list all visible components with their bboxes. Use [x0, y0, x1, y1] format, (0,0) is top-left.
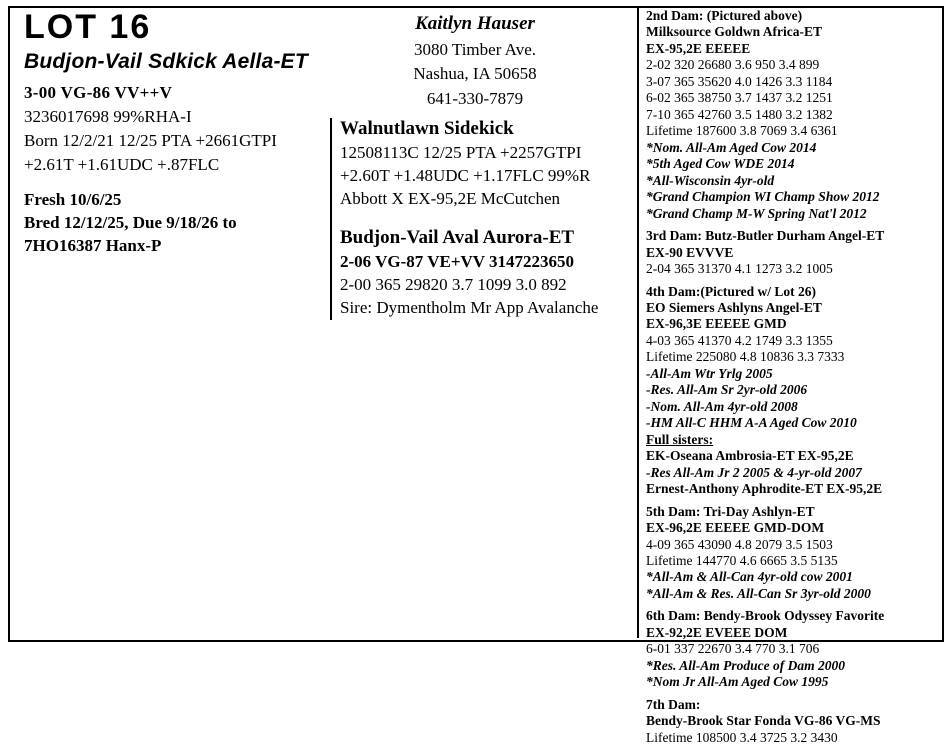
breeder-info	[330, 10, 620, 111]
fresh-date: Fresh 10/6/25	[24, 189, 122, 209]
type-indexes: +2.61T +1.61UDC +.87FLC	[24, 154, 220, 174]
registration-number: 3236017698 99%RHA-I	[24, 106, 192, 126]
dam-production-record: 2-00 365 29820 3.7 1099 3.0 892	[340, 274, 567, 294]
pedigree-line: EX-96,3E EEEEE GMD	[646, 316, 787, 332]
pedigree-line: EX-96,2E EEEEE GMD-DOM	[646, 520, 825, 536]
animal-name: Budjon-Vail Sdkick Aella-ET	[24, 49, 308, 73]
dam-sire: Sire: Dymentholm Mr App Avalanche	[340, 297, 599, 317]
breeder-city-state-zip: Nashua, IA 50658	[413, 64, 537, 84]
pedigree-line: 7th Dam:	[646, 696, 701, 712]
breeder-column	[330, 10, 620, 111]
pedigree-line: Milksource Goldwn Africa-ET	[646, 24, 823, 40]
bred-sire: 7HO16387 Hanx-P	[24, 235, 162, 255]
animal-classification: 3-00 VG-86 VV++V	[24, 82, 173, 102]
pedigree-line: *Grand Champion WI Champ Show 2012	[646, 189, 880, 205]
pedigree-line: EX-92,2E EVEEE DOM	[646, 624, 788, 640]
pedigree-line: *Nom Jr All-Am Aged Cow 1995	[646, 674, 829, 690]
pedigree-line: Lifetime 225080 4.8 10836 3.3 7333	[646, 349, 845, 365]
pedigree-line: Lifetime 187600 3.8 7069 3.4 6361	[646, 123, 838, 139]
pedigree-line: Bendy-Brook Star Fonda VG-86 VG-MS	[646, 713, 881, 729]
pedigree-line: 2nd Dam: (Pictured above)	[646, 8, 803, 23]
pedigree-line: -Res All-Am Jr 2 2005 & 4-yr-old 2007	[646, 464, 862, 480]
pedigree-line: *All-Wisconsin 4yr-old	[646, 172, 775, 188]
pedigree-line: -Nom. All-Am 4yr-old 2008	[646, 398, 798, 414]
breeder-address: 3080 Timber Ave.	[413, 39, 536, 59]
pedigree-line: EX-90 EVVVE	[646, 244, 734, 260]
breeding-status-block	[24, 189, 324, 258]
dam-classification: 2-06 VG-87 VE+VV 3147223650	[340, 251, 575, 271]
pedigree-line: -Res. All-Am Sr 2yr-old 2006	[646, 382, 808, 398]
pedigree-line: Lifetime 144770 4.6 6665 3.5 5135	[646, 553, 838, 568]
pedigree-line: 6-02 365 38750 3.7 1437 3.2 1251	[646, 90, 833, 106]
sire-index-line: +2.60T +1.48UDC +1.17FLC 99%R	[340, 165, 591, 185]
pedigree-line: 2-04 365 31370 4.1 1273 3.2 1005	[646, 261, 833, 277]
pedigree-line: EK-Oseana Ambrosia-ET EX-95,2E	[646, 448, 854, 464]
bred-date: Bred 12/12/25, Due 9/18/26 to	[24, 212, 237, 232]
pedigree-line: 3-07 365 35620 4.0 1426 3.3 1184	[646, 73, 833, 89]
birth-and-pta: Born 12/2/21 12/25 PTA +2661GTPI	[24, 130, 277, 150]
ancestor-pedigree-column	[637, 8, 929, 745]
pedigree-line: Ernest-Anthony Aphrodite-ET EX-95,2E	[646, 481, 883, 497]
pedigree-line: 6-01 337 22670 3.4 770 3.1 706	[646, 641, 820, 657]
pedigree-line: 4-03 365 41370 4.2 1749 3.3 1355	[646, 332, 833, 348]
sire-pta-line: 12508113C 12/25 PTA +2257GTPI	[340, 143, 582, 162]
pedigree-line: EX-95,2E EEEEE	[646, 40, 751, 56]
pedigree-line: *All-Am & All-Can 4yr-old cow 2001	[646, 569, 853, 585]
sire-parentage: Abbott X EX-95,2E McCutchen	[340, 188, 561, 208]
pedigree-line: Full sisters:	[646, 431, 714, 447]
breeder-name: Kaitlyn Hauser	[415, 13, 535, 34]
dam-block	[340, 227, 622, 320]
dam-name: Budjon-Vail Aval Aurora-ET	[340, 226, 575, 248]
pedigree-line: 2-02 320 26680 3.6 950 3.4 899	[646, 57, 820, 73]
pedigree-line: 4-09 365 43090 4.8 2079 3.5 1503	[646, 536, 833, 552]
pedigree-line: Lifetime 108500 3.4 3725 3.2 3430	[646, 729, 838, 745]
pedigree-line: 7-10 365 42760 3.5 1480 3.2 1382	[646, 106, 833, 122]
sire-name: Walnutlawn Sidekick	[340, 118, 514, 139]
pedigree-line: *5th Aged Cow WDE 2014	[646, 156, 795, 172]
pedigree-line: 6th Dam: Bendy-Brook Odyssey Favorite	[646, 608, 885, 624]
pedigree-line: EO Siemers Ashlyns Angel-ET	[646, 299, 822, 315]
pedigree-line: 5th Dam: Tri-Day Ashlyn-ET	[646, 503, 815, 519]
pedigree-line: *Grand Champ M-W Spring Nat'l 2012	[646, 205, 867, 221]
pedigree-sire-dam-column	[330, 118, 622, 320]
pedigree-line: *Nom. All-Am Aged Cow 2014	[646, 139, 817, 155]
pedigree-line: -HM All-C HHM A-A Aged Cow 2010	[646, 415, 857, 431]
lot-number-title: LOT 16	[24, 8, 152, 46]
pedigree-line: -All-Am Wtr Yrlg 2005	[646, 365, 773, 381]
pedigree-line: 3rd Dam: Butz-Butler Durham Angel-ET	[646, 228, 885, 244]
pedigree-line: 4th Dam:(Pictured w/ Lot 26)	[646, 283, 816, 299]
pedigree-line: *Res. All-Am Produce of Dam 2000	[646, 657, 845, 673]
breeder-phone: 641-330-7879	[426, 88, 524, 108]
pedigree-line: *All-Am & Res. All-Can Sr 3yr-old 2000	[646, 585, 871, 601]
lot-summary-column	[24, 10, 324, 258]
